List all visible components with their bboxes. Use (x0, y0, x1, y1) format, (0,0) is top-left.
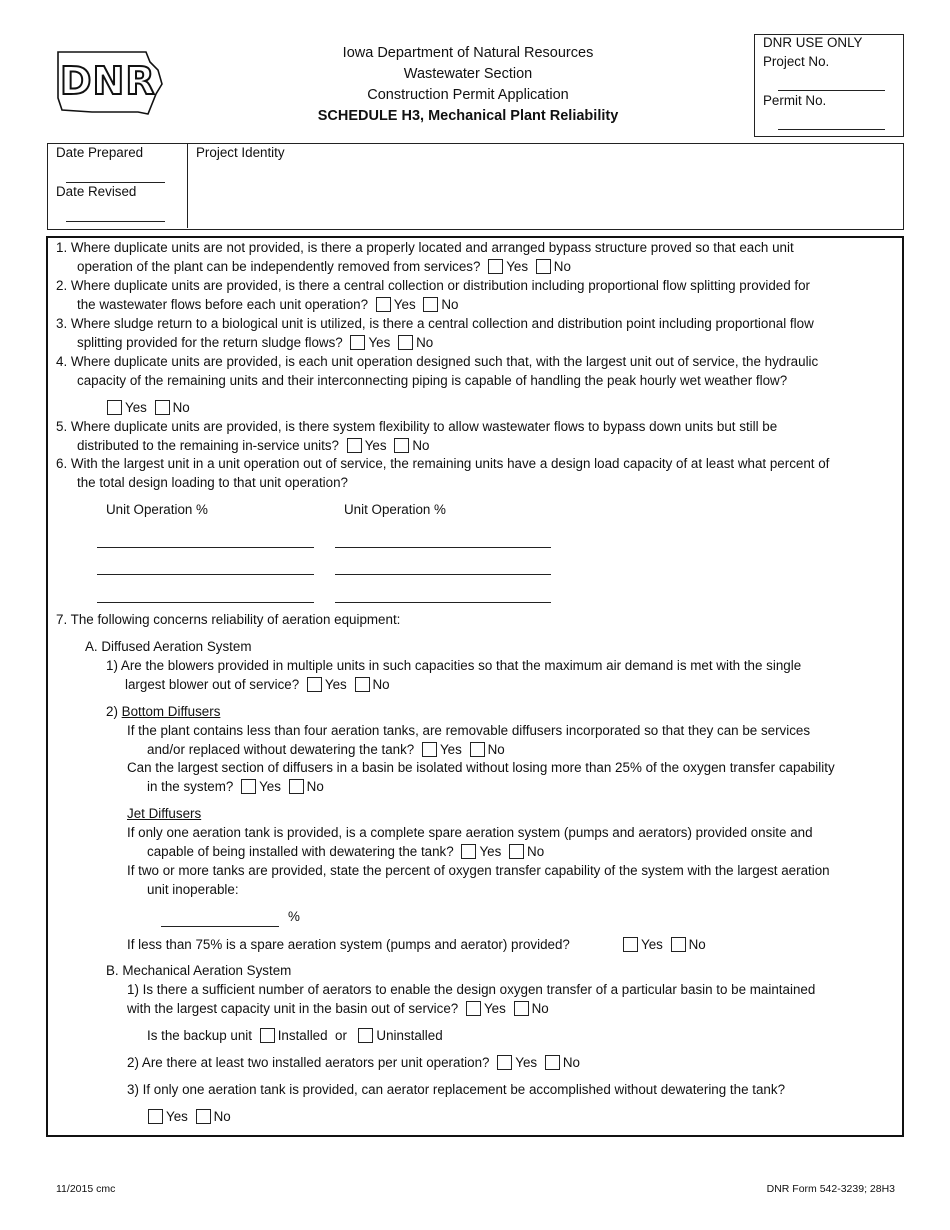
question-5-line1: 5. Where duplicate units are provided, is there system flexibility to allow wastewater flows to bypass down units but still be (56, 419, 778, 434)
schedule-title: SCHEDULE H3, Mechanical Plant Reliability (317, 108, 619, 124)
question-5-line2: distributed to the remaining in-service units? Yes No (77, 438, 430, 453)
unit-operation-field-2a[interactable] (335, 547, 551, 548)
question-7-intro: 7. The following concerns reliability of aeration equipment: (56, 612, 401, 627)
mech-q3-options: Yes No (144, 1109, 231, 1125)
question-4-options: Yes No (103, 400, 190, 416)
question-3-line1: 3. Where sludge return to a biological unit is utilized, is there a central collection and distribution point including proportional flow (56, 316, 814, 331)
bottom-diffusers-q2-line2: in the system? Yes No (147, 779, 324, 794)
application-name: Construction Permit Application (367, 87, 569, 103)
oxygen-transfer-percent-field[interactable] (161, 926, 279, 927)
header-title-block (268, 43, 668, 127)
footer-revision-date: 11/2015 cmc (56, 1183, 116, 1195)
q7a1-line2: largest blower out of service? Yes No (125, 677, 390, 692)
jet-diffusers-q1-line1: If only one aeration tank is provided, is a complete spare aeration system (pumps and aerators) provided onsite and (127, 825, 813, 840)
section-name: Wastewater Section (403, 66, 533, 82)
q3-yes-checkbox[interactable] (350, 335, 365, 350)
jet-diffusers-q3: If less than 75% is a spare aeration system (pumps and aerator) provided? (127, 937, 570, 952)
mech-q1-line2: with the largest capacity unit in the basin out of service? Yes No (127, 1001, 549, 1016)
mech1-yes-checkbox[interactable] (466, 1001, 481, 1016)
backup-unit-line: Is the backup unit Installed or Uninstalled (147, 1028, 443, 1043)
question-4-line2: capacity of the remaining units and their interconnecting piping is capable of handling the peak hourly wet weather flow? (77, 373, 788, 388)
mech1-no-checkbox[interactable] (514, 1001, 529, 1016)
jd1-yes-checkbox[interactable] (461, 844, 476, 859)
question-6-line2: the total design loading to that unit operation? (77, 475, 348, 490)
bottom-diffusers-q1-line2: and/or replaced without dewatering the tank? Yes No (147, 742, 505, 757)
mechanical-aeration-title: B. Mechanical Aeration System (106, 963, 292, 978)
dnr-use-only-title: DNR USE ONLY (763, 35, 863, 50)
question-1-line1: 1. Where duplicate units are not provided, is there a properly located and arranged bypass structure proved so that each unit (56, 240, 794, 255)
date-revised-field[interactable] (66, 221, 165, 222)
q3-no-checkbox[interactable] (398, 335, 413, 350)
iowa-state-outline-icon (52, 48, 168, 120)
q7a1-line1: 1) Are the blowers provided in multiple units in such capacities so that the maximum air demand is met with the single (106, 658, 802, 673)
question-6-line1: 6. With the largest unit in a unit operation out of service, the remaining units have a design load capacity of at least what percent of (56, 456, 830, 471)
mech-q2: 2) Are there at least two installed aerators per unit operation? Yes No (127, 1055, 580, 1070)
mech3-no-checkbox[interactable] (196, 1109, 211, 1124)
mech2-no-checkbox[interactable] (545, 1055, 560, 1070)
permit-no-field[interactable] (778, 129, 885, 130)
backup-installed-checkbox[interactable] (260, 1028, 275, 1043)
question-4-line1: 4. Where duplicate units are provided, is each unit operation designed such that, with the largest unit out of service, the hydraulic (56, 354, 819, 369)
q5-no-checkbox[interactable] (394, 438, 409, 453)
bd1-yes-checkbox[interactable] (422, 742, 437, 757)
q2-no-checkbox[interactable] (423, 297, 438, 312)
project-no-label: Project No. (763, 54, 830, 69)
unit-operation-field-1c[interactable] (97, 602, 314, 603)
unit-operation-field-1a[interactable] (97, 547, 314, 548)
percent-sign: % (288, 909, 300, 924)
q4-yes-checkbox[interactable] (107, 400, 122, 415)
unit-operation-col2-header: Unit Operation % (344, 502, 446, 517)
project-info-table (47, 143, 904, 230)
q7a1-no-checkbox[interactable] (355, 677, 370, 692)
backup-uninstalled-checkbox[interactable] (358, 1028, 373, 1043)
diffused-aeration-title: A. Diffused Aeration System (85, 639, 252, 654)
permit-no-label: Permit No. (763, 93, 827, 108)
mech-q3: 3) If only one aeration tank is provided, can aerator replacement be accomplished without dewatering the tank? (127, 1082, 786, 1097)
q7a1-yes-checkbox[interactable] (307, 677, 322, 692)
q1-no-checkbox[interactable] (536, 259, 551, 274)
project-identity-label: Project Identity (196, 145, 285, 160)
question-2-line2: the wastewater flows before each unit operation? Yes No (77, 297, 459, 312)
jet-diffusers-q1-line2: capable of being installed with dewatering the tank? Yes No (147, 844, 545, 859)
q5-yes-checkbox[interactable] (347, 438, 362, 453)
project-no-field[interactable] (778, 90, 885, 91)
date-revised-label: Date Revised (56, 184, 137, 199)
bd2-yes-checkbox[interactable] (241, 779, 256, 794)
bd1-no-checkbox[interactable] (470, 742, 485, 757)
jet-diffusers-q2-line1: If two or more tanks are provided, state the percent of oxygen transfer capability of the system with the largest aeration (127, 863, 830, 878)
info-table-divider (187, 143, 188, 228)
mech2-yes-checkbox[interactable] (497, 1055, 512, 1070)
q2-yes-checkbox[interactable] (376, 297, 391, 312)
unit-operation-col1-header: Unit Operation % (106, 502, 208, 517)
question-3-line2: splitting provided for the return sludge flows? Yes No (77, 335, 434, 350)
agency-name: Iowa Department of Natural Resources (342, 45, 594, 61)
unit-operation-field-2b[interactable] (335, 574, 551, 575)
question-1-line2: operation of the plant can be independently removed from services? Yes No (77, 259, 571, 274)
jd1-no-checkbox[interactable] (509, 844, 524, 859)
jet-diffusers-q2-line2: unit inoperable: (147, 882, 239, 897)
unit-operation-field-2c[interactable] (335, 602, 551, 603)
svg-text:DNR: DNR (60, 59, 156, 103)
bottom-diffusers-q1-line1: If the plant contains less than four aeration tanks, are removable diffusers incorporated so that they can be services (127, 723, 811, 738)
jd3-no-checkbox[interactable] (671, 937, 686, 952)
date-prepared-label: Date Prepared (56, 145, 144, 160)
q4-no-checkbox[interactable] (155, 400, 170, 415)
bottom-diffusers-q2-line1: Can the largest section of diffusers in a basin be isolated without losing more than 25% of the oxygen transfer capability (127, 760, 835, 775)
dnr-logo (52, 48, 168, 120)
mech-q1-line1: 1) Is there a sufficient number of aerators to enable the design oxygen transfer of a particular basin to be maintained (127, 982, 816, 997)
bd2-no-checkbox[interactable] (289, 779, 304, 794)
jd3-yes-checkbox[interactable] (623, 937, 638, 952)
unit-operation-field-1b[interactable] (97, 574, 314, 575)
bottom-diffusers-heading: 2) Bottom Diffusers (106, 704, 221, 719)
question-2-line1: 2. Where duplicate units are provided, is there a central collection or distribution including proportional flow splitting provided for (56, 278, 811, 293)
jet-diffusers-q3-options: Yes No (619, 937, 706, 953)
q1-yes-checkbox[interactable] (488, 259, 503, 274)
jet-diffusers-heading: Jet Diffusers (127, 806, 202, 821)
mech3-yes-checkbox[interactable] (148, 1109, 163, 1124)
footer-form-number: DNR Form 542-3239; 28H3 (766, 1183, 895, 1195)
date-prepared-field[interactable] (66, 182, 165, 183)
